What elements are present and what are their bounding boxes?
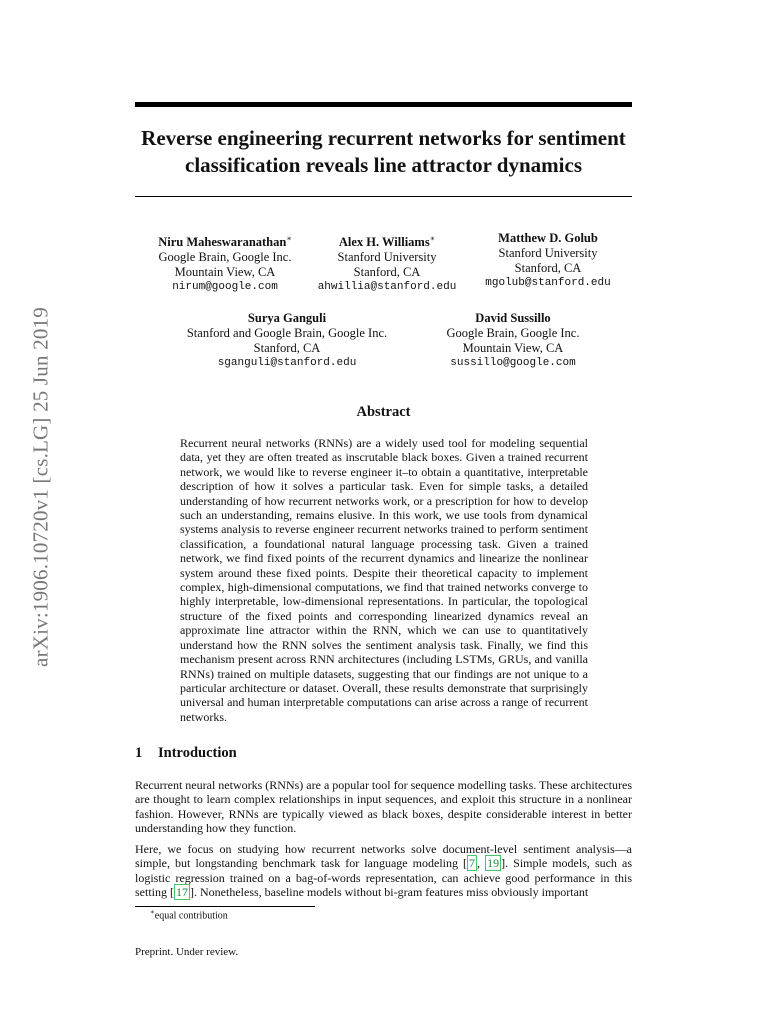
author-location: Stanford, CA	[514, 261, 582, 275]
author-email: ahwillia@stanford.edu	[317, 281, 457, 294]
intro-paragraph-1: Recurrent neural networks (RNNs) are a popular tool for sequence modelling tasks. These architectures are thought to learn complex relationships in input sequences, and exploit this structure in a nonlinear fashion. However, RNNs are typically viewed as black boxes, despite considerable interest in better understanding how they function.	[135, 778, 632, 836]
author-block	[172, 311, 402, 371]
footnote-mark: ∗	[150, 908, 155, 916]
author-name: Alex H. Williams∗	[338, 234, 436, 250]
author-location: Mountain View, CA	[462, 341, 564, 355]
citation-link[interactable]: 19	[487, 856, 500, 871]
author-block	[428, 311, 598, 371]
author-location: Stanford, CA	[353, 265, 421, 280]
author-block	[463, 231, 633, 291]
author-affiliation: Google Brain, Google Inc.	[446, 326, 580, 340]
footnote-text: equal contribution	[154, 910, 228, 922]
author-name: Niru Maheswaranathan∗	[158, 234, 292, 250]
title-line-1: Reverse engineering recurrent networks for sentiment	[141, 126, 626, 150]
preprint-note: Preprint. Under review.	[135, 946, 239, 958]
citation-link[interactable]: 17	[176, 885, 188, 900]
author-location: Stanford, CA	[253, 341, 321, 355]
intro-paragraph-2: Here, we focus on studying how recurrent networks solve document-level sentiment analysis—a simple, but longstanding benchmark task for language modeling [ 7 , 19 ]. Simple models, such as logistic regression trained on a bag-of-words representation, can achieve good performance in this setting [ 17 ]. Nonetheless, baseline models without bi-gram features miss obviously important	[135, 842, 632, 900]
author-block	[140, 231, 310, 295]
footnote-rule	[135, 906, 315, 907]
footnote	[150, 908, 228, 921]
title-rule-top	[135, 102, 632, 107]
author-email: sganguli@stanford.edu	[217, 357, 357, 369]
arxiv-stamp: arXiv:1906.10720v1 [cs.LG] 25 Jun 2019	[28, 307, 53, 667]
author-email: sussillo@google.com	[450, 357, 576, 369]
author-block	[302, 231, 472, 295]
title-line-2: classification reveals line attractor dynamics	[185, 153, 582, 177]
author-email: nirum@google.com	[172, 281, 278, 294]
section-title: Introduction	[158, 745, 237, 761]
author-affiliation: Stanford University	[337, 250, 437, 265]
author-email: mgolub@stanford.edu	[485, 277, 611, 289]
author-name: Matthew D. Golub	[498, 231, 598, 245]
author-location: Mountain View, CA	[174, 265, 276, 280]
title-rule-bottom	[135, 196, 632, 197]
abstract-heading: Abstract	[356, 404, 411, 420]
author-affiliation: Stanford University	[498, 246, 598, 260]
author-name: David Sussillo	[475, 311, 551, 325]
section-number: 1	[135, 745, 143, 761]
author-affiliation: Stanford and Google Brain, Google Inc.	[186, 326, 388, 340]
citation-link[interactable]: 7	[469, 856, 476, 871]
abstract-body: Recurrent neural networks (RNNs) are a widely used tool for modeling sequential data, yet they are often treated as inscrutable black boxes. Given a trained recurrent network, we would like to reverse engineer it–to obtain a quantitative, interpretable description of how it solves a particular task. Even for simple tasks, a detailed understanding of how recurrent networks work, or a prescription for how to develop such an understanding, remains elusive. In this work, we use tools from dynamical systems analysis to reverse engineer recurrent networks trained to perform sentiment classification, a foundational natural language processing task. Given a trained network, we find fixed points of the recurrent dynamics and linearize the nonlinear system around these fixed points. Despite their theoretical capacity to implement complex, high-dimensional computations, we find that trained networks converge to highly interpretable, low-dimensional representations. In particular, the topological structure of the fixed points and corresponding linearized dynamics reveal an approximate line attractor within the RNN, which we can use to quantitatively understand how the RNN solves the sentiment analysis task. Finally, we find this mechanism present across RNN architectures (including LSTMs, GRUs, and vanilla RNNs) trained on multiple datasets, suggesting that our findings are not unique to a particular architecture or dataset. Overall, these results demonstrate that surprisingly universal and human interpretable computations can arise across a range of recurrent networks.	[180, 436, 588, 724]
author-name: Surya Ganguli	[247, 311, 327, 325]
paper-title	[135, 125, 632, 179]
section-heading	[135, 745, 237, 762]
author-affiliation: Google Brain, Google Inc.	[158, 250, 292, 265]
